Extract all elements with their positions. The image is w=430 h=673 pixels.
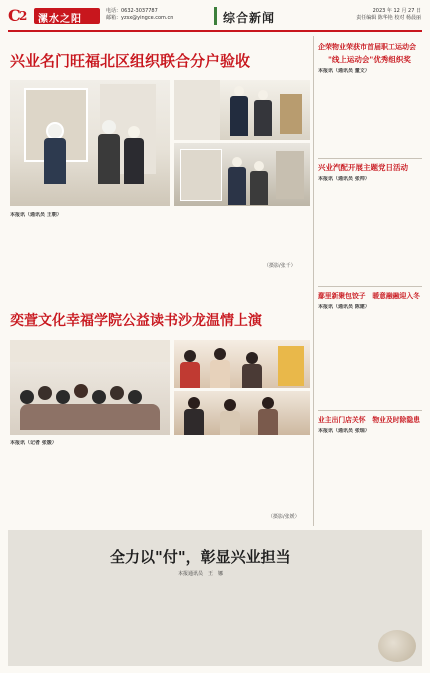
right-divider-3 — [318, 410, 422, 411]
right-story4 — [318, 414, 422, 526]
column-divider — [313, 36, 314, 526]
masthead — [8, 6, 422, 28]
right-story2 — [318, 162, 422, 282]
masthead-logo: 漯水之阳 — [34, 8, 100, 24]
lead-byline: 本报讯（通讯员 王朝） — [10, 212, 62, 218]
right-story1-body — [318, 68, 422, 156]
issue-info — [341, 8, 421, 22]
right-story2-byline: 本报讯（通讯员 张帅） — [318, 176, 370, 182]
lead-headline: 兴业名门旺福北区组织联合分户验收 — [10, 52, 251, 70]
section-title: 综合新闻 — [223, 11, 276, 25]
story2-photo-top-right — [174, 340, 310, 388]
contact-email: 邮箱：yzsx@yingce.com.cn — [106, 15, 174, 21]
story2-byline: 本报讯（记者 张媛） — [10, 440, 57, 446]
right-story1 — [318, 42, 422, 157]
story2-body — [10, 440, 310, 524]
masthead-rule — [8, 30, 422, 32]
story2-photo-bottom-right — [174, 391, 310, 435]
right-divider-2 — [318, 286, 422, 287]
issue-date: 2023 年 12 月 27 日 — [372, 8, 421, 14]
page-number-badge: C 2 — [8, 6, 28, 25]
right-story2-body — [318, 176, 422, 280]
commentary-byline: 本报通讯员 王 娜 — [178, 571, 224, 577]
right-divider-1 — [318, 158, 422, 159]
lead-photo-caption: （摄影/张千） — [264, 263, 296, 269]
contact-info — [106, 8, 173, 22]
right-story2-headline: 兴业汽配开展主题党日活动 — [318, 163, 408, 172]
story2-photo-caption: （摄影/张媛） — [268, 514, 300, 520]
right-story3-headline: 鄢里新聚包饺子 暖意融融迎入冬 — [318, 292, 420, 300]
issue-editor: 责任编辑 陈华艳 校对 杨晨丽 — [356, 15, 421, 21]
story2-headline: 奕萱文化幸福学院公益读书沙龙温情上演 — [10, 313, 262, 329]
right-story4-byline: 本报讯（通讯员 张瑞） — [318, 428, 370, 434]
lead-photo-top-right — [174, 80, 310, 140]
lead-photo-main — [10, 80, 170, 206]
commentary-seal-image — [378, 630, 416, 662]
right-story1-headline-l2: "线上运动会"优秀组织奖 — [328, 55, 411, 64]
right-story1-headline-l1: 企荣物业荣获市首届职工运动会 — [318, 42, 416, 51]
commentary-body — [12, 580, 418, 664]
commentary-headline: 全力以"付"，彰显兴业担当 — [110, 548, 291, 566]
contact-phone: 电话：0632-3037787 — [106, 8, 158, 14]
story2-photo-main — [10, 340, 170, 435]
section-title-box — [214, 7, 297, 25]
right-story1-byline: 本报讯（通讯员 董文） — [318, 68, 370, 74]
right-story3-body — [318, 304, 422, 406]
page-number: 2 — [19, 9, 28, 23]
lead-photo-bottom-right — [174, 143, 310, 206]
right-story4-body — [318, 428, 422, 524]
right-story3-byline: 本报讯（通讯员 陈建） — [318, 304, 370, 310]
right-story3 — [318, 290, 422, 408]
right-story4-headline: 业主出门店关怀 物业及时除隐患 — [318, 416, 420, 424]
